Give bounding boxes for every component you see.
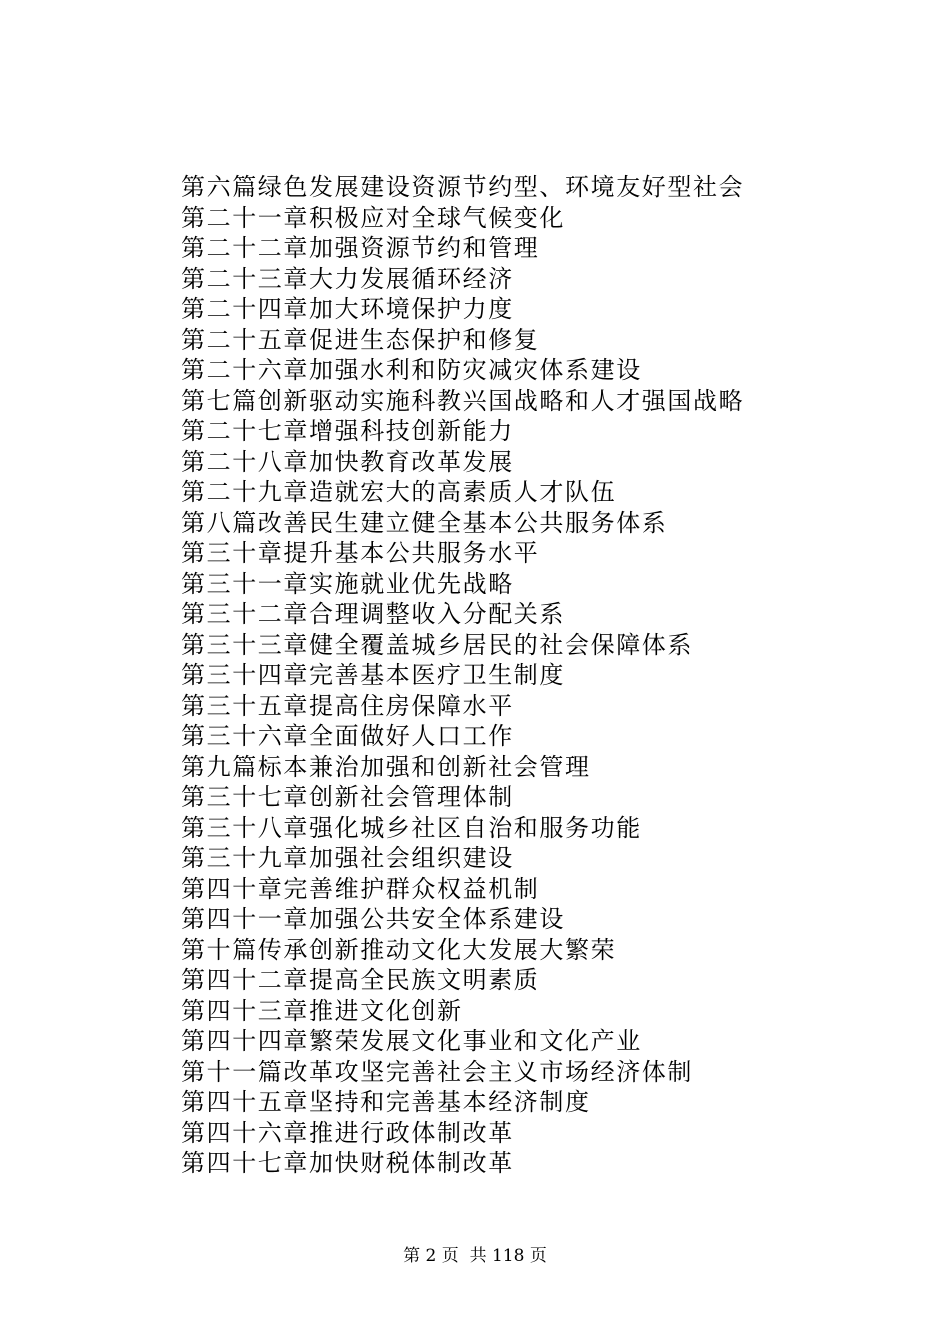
section-heading: 第八篇改善民生建立健全基本公共服务体系	[181, 508, 668, 537]
chapter-line: 第二十一章积极应对全球气候变化	[181, 203, 565, 232]
chapter-line: 第三十七章创新社会管理体制	[181, 783, 514, 811]
chapter-line: 第四十章完善维护群众权益机制	[181, 874, 540, 903]
chapter-line: 第二十二章加强资源节约和管理	[181, 234, 540, 262]
chapter-line: 第二十八章加快教育改革发展	[181, 447, 514, 476]
chapter-line: 第三十一章实施就业优先战略	[181, 569, 514, 598]
chapter-line: 第三十五章提高住房保障水平	[181, 691, 514, 720]
chapter-line: 第四十二章提高全民族文明素质	[181, 966, 540, 994]
chapter-line: 第三十三章健全覆盖城乡居民的社会保障体系	[181, 630, 693, 659]
chapter-line: 第四十七章加快财税体制改革	[181, 1149, 514, 1177]
section-heading: 第十一篇改革攻坚完善社会主义市场经济体制	[181, 1057, 693, 1086]
section-heading: 第九篇标本兼治加强和创新社会管理	[181, 752, 591, 781]
chapter-line: 第三十二章合理调整收入分配关系	[181, 600, 565, 628]
chapter-line: 第四十三章推进文化创新	[181, 996, 463, 1025]
chapter-list	[181, 172, 744, 1179]
chapter-line: 第二十七章增强科技创新能力	[181, 417, 514, 445]
chapter-line: 第四十六章推进行政体制改革	[181, 1118, 514, 1147]
chapter-line: 第三十八章强化城乡社区自治和服务功能	[181, 813, 642, 842]
chapter-line: 第三十六章全面做好人口工作	[181, 722, 514, 750]
chapter-line: 第三十四章完善基本医疗卫生制度	[181, 661, 565, 689]
page-number: 第 2 页 共 118 页	[403, 1246, 547, 1266]
chapter-line: 第四十一章加强公共安全体系建设	[181, 905, 565, 933]
chapter-line: 第四十四章繁荣发展文化事业和文化产业	[181, 1027, 642, 1055]
section-heading: 第十篇传承创新推动文化大发展大繁荣	[181, 935, 617, 964]
page-footer	[0, 1241, 950, 1266]
chapter-line: 第三十章提升基本公共服务水平	[181, 539, 540, 567]
chapter-line: 第四十五章坚持和完善基本经济制度	[181, 1088, 591, 1116]
chapter-line: 第二十五章促进生态保护和修复	[181, 325, 540, 354]
chapter-line: 第二十三章大力发展循环经济	[181, 264, 514, 293]
chapter-line: 第二十六章加强水利和防灾减灾体系建设	[181, 356, 642, 384]
chapter-line: 第二十四章加大环境保护力度	[181, 295, 514, 323]
section-heading: 第六篇绿色发展建设资源节约型、环境友好型社会	[181, 173, 745, 201]
section-heading: 第七篇创新驱动实施科教兴国战略和人才强国战略	[181, 386, 745, 415]
chapter-line: 第三十九章加强社会组织建设	[181, 844, 514, 872]
chapter-line: 第二十九章造就宏大的高素质人才队伍	[181, 478, 617, 506]
